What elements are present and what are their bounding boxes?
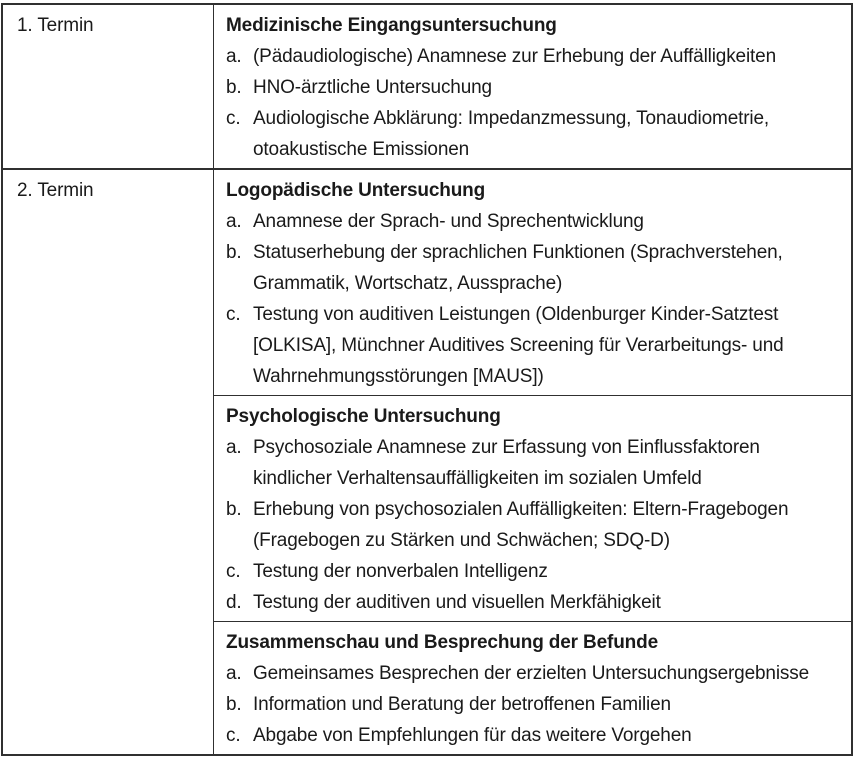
section <box>214 395 851 621</box>
list-item <box>226 658 837 689</box>
item-text: Abgabe von Empfehlungen für das weitere Vorgehen <box>253 725 692 746</box>
item-marker: b. <box>226 77 242 98</box>
list-item <box>226 72 837 103</box>
list-item <box>226 299 837 392</box>
appointment-schedule-table <box>1 3 853 756</box>
item-text: Testung der nonverbalen Intelligenz <box>253 561 548 582</box>
list-item <box>226 41 837 72</box>
section <box>214 170 851 395</box>
term-label: 1. Termin <box>17 15 94 36</box>
section-title: Zusammenschau und Besprechung der Befunde <box>226 632 658 653</box>
item-marker: c. <box>226 108 241 129</box>
list-item <box>226 206 837 237</box>
item-text: Testung der auditiven und visuellen Merkfähigkeit <box>253 592 661 613</box>
item-text: Erhebung von psychosozialen Auffälligkeiten: Eltern-Fragebogen (Fragebogen zu Stärken und Schwächen; SDQ-D) <box>253 499 789 551</box>
term-cell <box>3 170 214 754</box>
item-marker: a. <box>226 663 242 684</box>
item-marker: c. <box>226 304 241 325</box>
item-text: Statuserhebung der sprachlichen Funktionen (Sprachverstehen, Grammatik, Wortschatz, Aussprache) <box>253 242 783 294</box>
section-title: Medizinische Eingangsuntersuchung <box>226 15 557 36</box>
item-marker: b. <box>226 499 242 520</box>
section-title: Logopädische Untersuchung <box>226 180 486 201</box>
list-item <box>226 237 837 299</box>
section <box>214 621 851 754</box>
item-text: Psychosoziale Anamnese zur Erfassung von Einflussfaktoren kindlicher Verhaltensauffälligkeiten im sozialen Umfeld <box>253 437 760 489</box>
item-text: (Pädaudiologische) Anamnese zur Erhebung der Auffälligkeiten <box>253 46 777 67</box>
item-marker: a. <box>226 437 242 458</box>
section <box>214 5 851 168</box>
item-text: Gemeinsames Besprechen der erzielten Untersuchungsergebnisse <box>253 663 810 684</box>
list-item <box>226 432 837 494</box>
table-row <box>3 168 851 754</box>
item-text: HNO-ärztliche Untersuchung <box>253 77 492 98</box>
content-cell <box>214 5 851 168</box>
term-cell <box>3 5 214 168</box>
list-item <box>226 103 837 165</box>
item-marker: b. <box>226 694 242 715</box>
list-item <box>226 720 837 751</box>
item-text: Anamnese der Sprach- und Sprechentwicklung <box>253 211 644 232</box>
list-item <box>226 689 837 720</box>
item-text: Testung von auditiven Leistungen (Oldenburger Kinder-Satztest [OLKISA], Münchner Auditives Screening für Verarbeitungs- und Wahrnehmungsstörungen [MAUS]) <box>253 304 784 387</box>
item-marker: b. <box>226 242 242 263</box>
section-title: Psychologische Untersuchung <box>226 406 501 427</box>
item-marker: d. <box>226 592 242 613</box>
item-marker: a. <box>226 211 242 232</box>
content-cell <box>214 170 851 754</box>
list-item <box>226 587 837 618</box>
item-text: Audiologische Abklärung: Impedanzmessung, Tonaudiometrie, otoakustische Emissionen <box>253 108 770 160</box>
item-marker: a. <box>226 46 242 67</box>
list-item <box>226 494 837 556</box>
item-marker: c. <box>226 725 241 746</box>
list-item <box>226 556 837 587</box>
table-row <box>3 5 851 168</box>
term-label: 2. Termin <box>17 180 94 201</box>
item-marker: c. <box>226 561 241 582</box>
item-text: Information und Beratung der betroffenen Familien <box>253 694 671 715</box>
